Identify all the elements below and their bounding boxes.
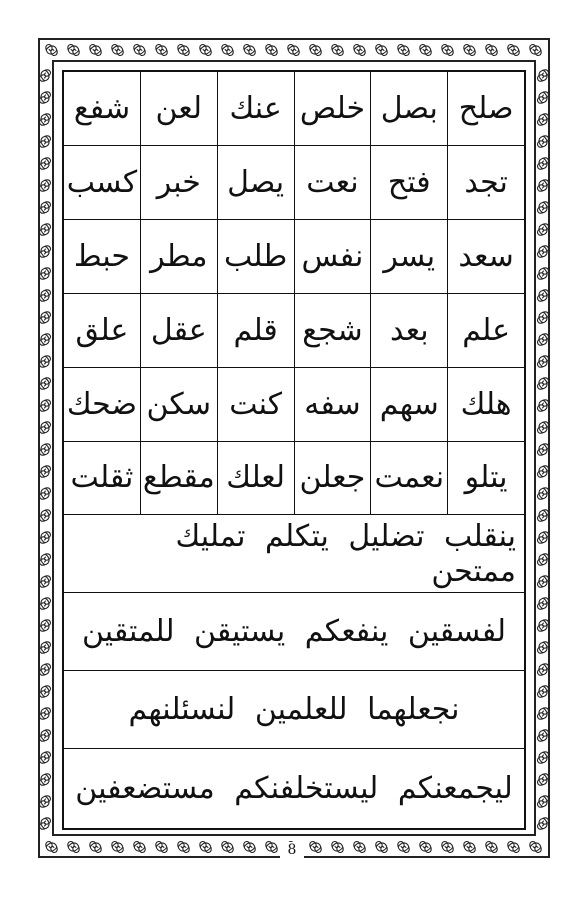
word-cell: بصل [370,72,447,145]
word-cell: عنك [217,72,294,145]
word-row [64,146,524,220]
word-cell: سكن [140,368,217,441]
word-cell: يسر [370,220,447,293]
word-cell: طلب [217,220,294,293]
word-cell: مطر [140,220,217,293]
word-cell: كسب [66,164,138,200]
word-cell: مقطع [140,442,217,515]
word-cell: خلص [294,72,371,145]
word-cell: ضحك [66,386,138,422]
phrase-row: نجعلهما للعلمين لنسئلنهم [64,671,524,749]
word-cell: سفه [294,368,371,441]
word-cell: قلم [217,294,294,367]
word-cell: يتلو [447,442,524,515]
word-cell: علق [75,312,129,348]
word-cell: حبط [73,238,130,274]
word-row [64,294,524,368]
word-cell: علم [447,294,524,367]
word-cell: عقل [140,294,217,367]
word-cell: هلك [447,368,524,441]
word-cell: بعد [370,294,447,367]
word-cell: نفس [294,220,371,293]
phrase-row: لفسقين ينفعكم يستيقن للمتقين [64,593,524,671]
phrase-row: ليجمعنكم ليستخلفنكم مستضعفين [75,771,513,807]
word-cell: ثقلت [70,460,134,496]
phrase-row: ينقلب تضليل يتكلم تمليك ممتحن [64,515,524,593]
page-number: 8 [280,842,304,858]
word-cell: شفع [73,90,131,126]
word-cell: جعلن [294,442,371,515]
word-row [64,220,524,294]
word-cell: نعمت [370,442,447,515]
word-cell: لعلك [217,442,294,515]
word-row [64,442,524,516]
word-cell: نعت [294,146,371,219]
word-cell: كنت [217,368,294,441]
word-cell: فتح [370,146,447,219]
word-row [64,368,524,442]
word-cell: سهم [370,368,447,441]
word-cell: تجد [447,146,524,219]
word-cell: صلح [447,72,524,145]
word-row [64,72,524,146]
lesson-table [62,70,526,830]
word-cell: سعد [447,220,524,293]
word-cell: خبر [140,146,217,219]
word-cell: لعن [140,72,217,145]
word-cell: يصل [217,146,294,219]
word-cell: شجع [294,294,371,367]
